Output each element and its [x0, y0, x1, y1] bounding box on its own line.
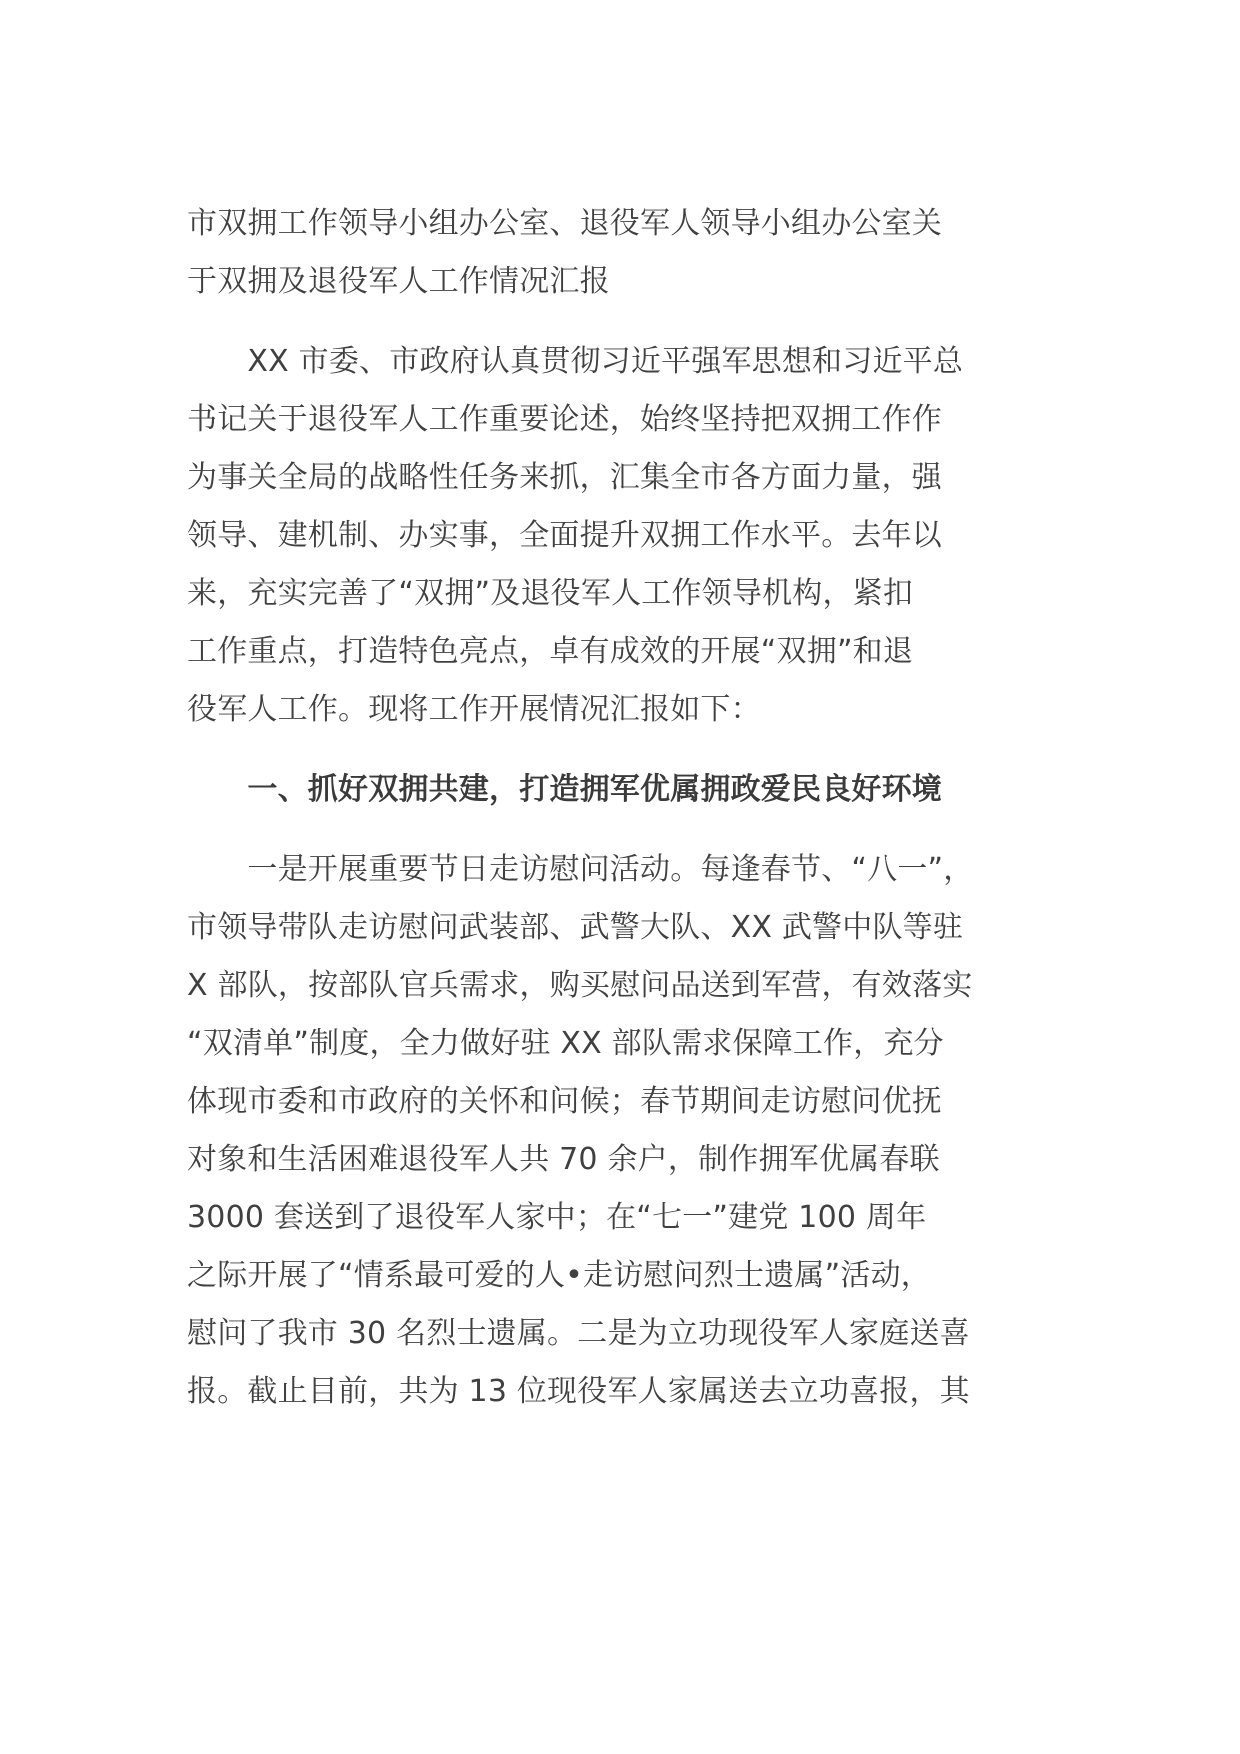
intro-paragraph-line: 来，充实完善了“双拥”及退役军人工作领导机构，紧扣	[187, 576, 914, 611]
section-paragraph-line: 体现市委和市政府的关怀和问候；春节期间走访慰问优抚	[187, 1084, 942, 1119]
intro-paragraph-line: 领导、建机制、办实事，全面提升双拥工作水平。去年以	[187, 518, 942, 553]
intro-paragraph-line: XX 市委、市政府认真贯彻习近平强军思想和习近平总	[187, 344, 964, 379]
section-paragraph-line: 市领导带队走访慰问武装部、武警大队、XX 武警中队等驻	[187, 910, 964, 945]
intro-paragraph-line: 工作重点，打造特色亮点，卓有成效的开展“双拥”和退	[187, 634, 914, 669]
section-paragraph-line: 之际开展了“情系最可爱的人•走访慰问烈士遗属”活动，	[187, 1258, 931, 1293]
document-title-line-1: 市双拥工作领导小组办公室、退役军人领导小组办公室关	[187, 206, 942, 241]
section-paragraph-line: 报。截止目前，共为 13 位现役军人家属送去立功喜报，其	[187, 1374, 970, 1409]
section-paragraph-line: “双清单”制度，全力做好驻 XX 部队需求保障工作，充分	[187, 1026, 944, 1061]
section-heading: 一、抓好双拥共建，打造拥军优属拥政爱民良好环境	[187, 772, 942, 807]
intro-paragraph-line: 为事关全局的战略性任务来抓，汇集全市各方面力量，强	[187, 460, 942, 495]
section-paragraph-line: 慰问了我市 30 名烈士遗属。二是为立功现役军人家庭送喜	[187, 1316, 970, 1351]
intro-paragraph-line: 书记关于退役军人工作重要论述，始终坚持把双拥工作作	[187, 402, 942, 437]
document-title-line-2: 于双拥及退役军人工作情况汇报	[187, 264, 610, 299]
section-paragraph-line: 对象和生活困难退役军人共 70 余户，制作拥军优属春联	[187, 1142, 940, 1177]
intro-paragraph-line: 役军人工作。现将工作开展情况汇报如下：	[187, 692, 761, 727]
section-paragraph-line: 3000 套送到了退役军人家中；在“七一”建党 100 周年	[187, 1200, 927, 1235]
section-paragraph-line: X 部队，按部队官兵需求，购买慰问品送到军营，有效落实	[187, 968, 973, 1003]
section-paragraph-line: 一是开展重要节日走访慰问活动。每逢春节、“八一”，	[187, 852, 974, 887]
